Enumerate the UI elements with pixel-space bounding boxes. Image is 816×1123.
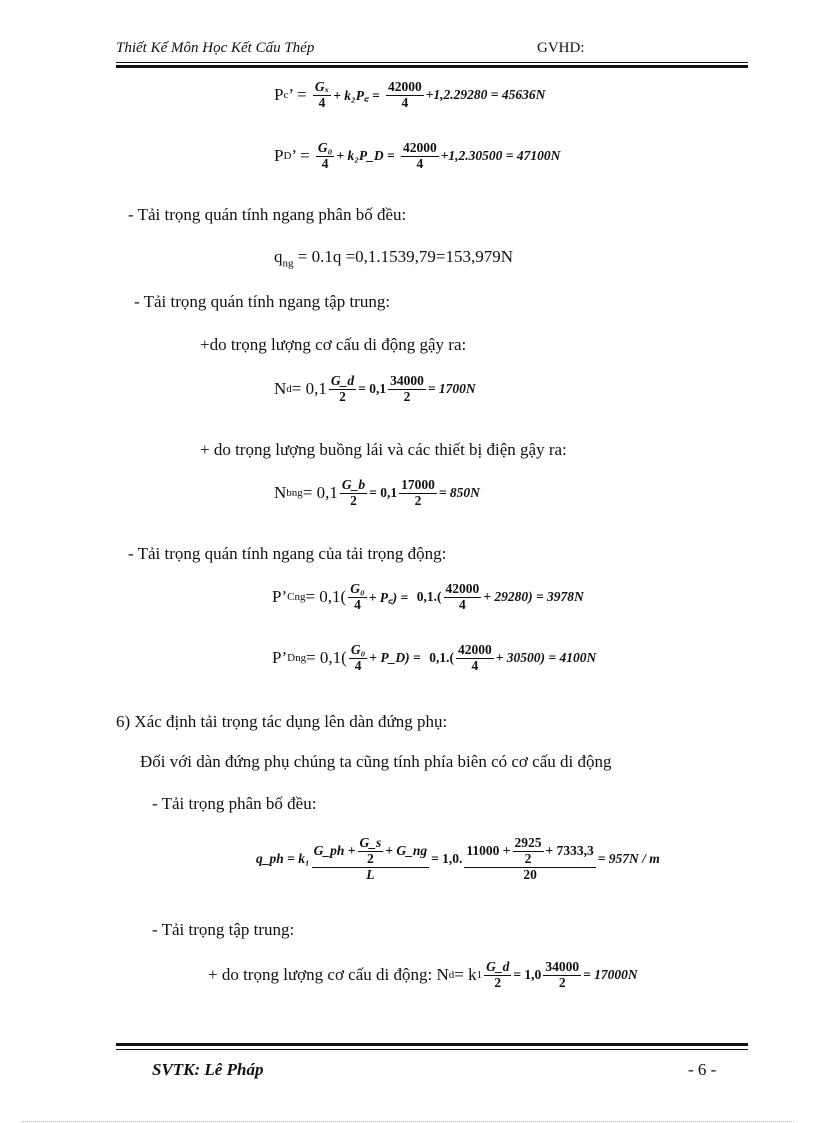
footer-rule-thin [116,1049,748,1050]
heading-tap-trung: - Tải trọng quán tính ngang tập trung: [134,292,391,311]
equation-pc: P c ’ = $\frac{\text{Gₓ}}{4}$ + k₂P꜀ = $\frac{42000}{4}$ +1,2.29280 = 45636N [274,79,546,110]
equation-pcng: P’ Cng = 0,1( $\frac{\text{G₀}}{4}$ + P꜀) = 0,1.( $\frac{42000}{4}$ + 29280) = 3978N [272,581,584,612]
heading-dong: - Tải trọng quán tính ngang của tải trọng động: [128,544,447,563]
equation-pdng: P’ Dng = 0,1( $\frac{\text{G₀}}{4}$ + P_D) = 0,1.( $\frac{42000}{4}$ + 30500) = 4100N [272,642,597,673]
header-title: Thiết Kế Môn Học Kết Cấu Thép [116,40,315,56]
header-gvhd: GVHD: [537,40,585,56]
heading-tap-trung-2: - Tải trọng tập trung: [152,920,295,939]
bottom-dotted-line [22,1121,794,1122]
header-rule-thin [116,62,748,63]
text-doi-voi: Đối với dàn đứng phụ chúng ta cũng tính phía biên có cơ cấu di động [140,752,612,771]
footer-rule-thick [116,1043,748,1046]
text-do-buong: + do trọng lượng buồng lái và các thiết bị điện gậy ra: [200,440,567,459]
header-rule-thick [116,65,748,68]
equation-nd-2: + do trọng lượng cơ cấu di động: N d = k 1 $\frac{G\_d}{2}$ = 1,0 $\frac{34000}{2}$ = 17000N [208,959,638,990]
page-number: - 6 - [688,1060,717,1079]
section-6-heading: 6) Xác định tải trọng tác dụng lên dàn đứng phụ: [116,712,448,731]
equation-qng: $q_{ng} = 0.1q =0,1.1539,79=153,979N$ [274,247,514,270]
equation-qph: q_ph = k₁ G_ph + $\frac{G\_s}{2}$ + G_ng L = 1,0. 11000 + $\frac{2925}{2}$ + 7333,3 20 = 957N / m [256,835,660,882]
text-do-co-cau: +do trọng lượng cơ cấu di động gậy ra: [200,335,467,354]
equation-pd: P D ’ = $\frac{\text{G₀}}{4}$ + k₂P_D = $\frac{42000}{4}$ +1,2.30500 = 47100N [274,140,561,171]
heading-phan-bo-deu: - Tải trọng phân bố đều: [152,794,317,813]
equation-nd: N d = 0,1 $\frac{G\_d}{2}$ = 0,1 $\frac{34000}{2}$ = 1700N [274,373,476,404]
footer-svtk: SVTK: Lê Pháp [152,1060,264,1079]
equation-nbng: N bng = 0,1 $\frac{G\_b}{2}$ = 0,1 $\frac{17000}{2}$ = 850N [274,477,480,508]
heading-qng: - Tải trọng quán tính ngang phân bố đều: [128,205,407,224]
